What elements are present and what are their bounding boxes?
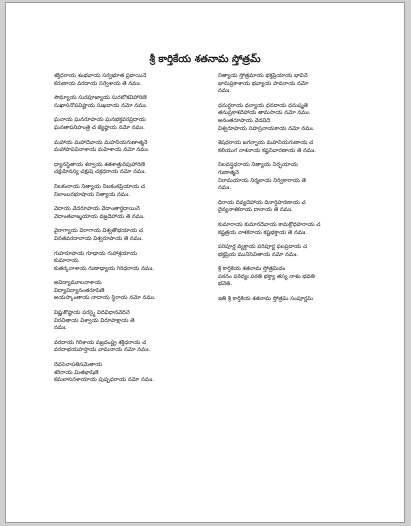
page-title: శ్రీ కార్తికేయ శతనామ స్తోత్రమ్	[149, 54, 261, 65]
verse-line: శరీరాయ మితభాషిణే	[54, 369, 99, 376]
verse-line: విరచితాయ విశ్వాయ విరూపాక్షాయ తే	[54, 317, 135, 324]
verse-line: ధ్యానస్థితాయ శర్వాయ శతశాత్రురిపుహారిణే	[54, 161, 145, 168]
verse-stanza	[54, 117, 204, 132]
verse-line: అవిద్యామూలనాశాయ	[54, 280, 102, 287]
verse-line: నీలాంబరభూషాయ నిత్యాయ నమః.	[54, 191, 131, 198]
verse-line: కమలాసనశాయాయ పుష్పధరాయ నమో నమః.	[54, 377, 155, 384]
verse-line: కలియుగ నాశనాయ కష్టనివారణాయ తే నమః.	[218, 147, 317, 154]
verse-stanza	[54, 73, 204, 88]
verse-line: భవేత్.	[218, 281, 233, 288]
verse-line: ఘనాయ ఘనరూపాయ ఘనభక్తవరప్రదాయ	[54, 117, 146, 124]
verse-stanza	[218, 296, 358, 304]
verse-line: వైరాగ్యాయ విరాగాయ విశ్వతోభయాయ చ	[54, 228, 144, 235]
verse-line: వేదాంతవాఙ్మయాయ వజ్రదేహాయ తే నమః.	[54, 213, 145, 220]
verse-stanza	[54, 162, 204, 177]
verse-line: నీలకంఠాయ నిత్యాయ నీలకంఠప్రియాయ చ	[54, 183, 146, 190]
verse-stanza	[218, 103, 358, 133]
verse-stanza	[54, 340, 204, 355]
verse-line: నమః.	[218, 88, 232, 95]
verse-line: గుణాత్మనే	[218, 169, 239, 176]
verse-line: దేవసేనాపతిసమేతాయ	[54, 362, 103, 369]
left-column	[54, 73, 204, 392]
verse-line: సౌమ్యాయ సురపూజ్యాయ సురలోకవిహారిణే	[54, 95, 147, 102]
verse-line: చక్షుహీనస్య చక్షుషే చక్రధరాయ నమో నమః.	[54, 169, 147, 176]
verse-line: కుమారాయ కుమారదేవాయ కామక్రోధహరాయ చ	[218, 221, 321, 228]
verse-line: శేషధరాయ జగన్నాయ మహనీయగుణాయ చ	[218, 140, 314, 147]
verse-line: పరిపూర్ణ వ్యక్తాయ పరిపూర్ణ ఫలప్రదాయ చ	[218, 244, 308, 251]
verse-line: వినతవరదానాయ విశ్వరూపాయ తే నమః.	[54, 235, 143, 242]
verse-line: శక్తిధరాయ శంభవాయ సర్వభూత ప్రదాయినే	[54, 73, 147, 79]
verse-stanza	[54, 95, 204, 110]
verse-line: కుమారాయ	[54, 258, 79, 265]
verse-line: ఘనతాపనిహంత్రే చ జ్యేష్ఠాయ నమో నమః.	[54, 124, 145, 131]
verse-line: పఠనం పఠేద్యః పఠతి భక్త్యా తస్య నాశం భవతి	[218, 273, 315, 280]
verse-line: విద్యావిద్యానంతరూపిణే	[54, 287, 105, 294]
verse-stanza	[54, 280, 204, 303]
verse-line: విష్ణుకోష్ఠాయ పరస్మై విదివిధానవేదినే	[54, 310, 130, 317]
verse-line: గుహరూపాయ గూఢాయ గుహాశ్రయాయ	[54, 250, 138, 257]
verse-stanza	[54, 251, 204, 274]
verse-line: నిరామయాయ నిర్మలాయ నిర్వికారాయ తే	[218, 177, 306, 184]
verse-line: ధనుర్ధరాయ ధన్యాయ ధనదాయ ధనుష్మతే	[218, 102, 308, 109]
verse-line: నమః.	[218, 185, 232, 192]
verse-stanza	[54, 362, 204, 385]
verse-stanza	[54, 184, 204, 199]
verse-stanza	[54, 228, 204, 243]
verse-line: మహాపాపవినాశాయ మహేశాయ నమో నమః.	[54, 147, 150, 154]
verse-line: శ్రీ కార్తికేయ శతనామ స్తోత్రమిదం	[218, 266, 286, 273]
verse-line: తనుప్రకాశదేహాయ తామసాయ నమో నమః.	[218, 110, 311, 117]
verse-stanza	[218, 162, 358, 192]
verse-line: భక్తప్రియ మునిసేవితాయ నమో నమః.	[218, 251, 299, 258]
verse-line: ధీరాయ దివ్యదేహాయ దీనార్తిహరణాయ చ	[218, 199, 306, 206]
verse-line: అయస్కాంతాయ నాదాయ స్థిరాయ నమో నమః.	[54, 295, 156, 302]
verse-line: విశ్వరూపాయ సహస్రనాయకాయ నమో నమః.	[218, 125, 315, 132]
verse-stanza	[218, 266, 358, 289]
verse-stanza	[218, 73, 358, 96]
verse-line: వేదాయ వేదరూపాయ వేదాంతార్థదాయినే	[54, 206, 140, 213]
verse-stanza	[54, 140, 204, 155]
verse-line: కుతర్కనాశాయ గుణాఢ్యాయ గిరిధరాయ నమః.	[54, 265, 155, 272]
verse-line: మహాయ మహాదేవాయ మహనీయగుణాత్మనే	[54, 139, 148, 146]
verse-line: దైన్యనాశకరాయ దానాయ తే నమః.	[218, 207, 293, 214]
document-page	[5, 2, 405, 523]
verse-line: సుఖాసనోపవిష్టాయ సుఖదాయ నమో నమః.	[54, 102, 148, 109]
verse-stanza	[218, 140, 358, 155]
verse-line: కష్టత్రయ నాశకరాయ కష్టభక్తాయ తే నమః.	[218, 229, 308, 236]
right-column	[218, 73, 358, 311]
verse-stanza	[218, 200, 358, 215]
verse-line: నమః.	[54, 325, 68, 332]
verse-stanza	[218, 222, 358, 237]
verse-line: వరదాయ గిరీశాయ వజ్రదంష్ట్ర శక్తిధరాయ చ	[54, 339, 147, 346]
verse-line: కరుణాయ వరదాయ సర్వేశాయ తే నమః.	[54, 80, 142, 87]
verse-stanza	[54, 206, 204, 221]
verse-line: అనంతరూపాయ వేదవిదే	[218, 117, 271, 124]
verse-line: ఇతి శ్రీ కార్తికేయ శతనామ స్తోత్రమ్ సంపూర్ణమ్	[218, 296, 314, 303]
verse-line: భానుప్రకాశాయ భవ్యాయ పావనాయ నమో	[218, 80, 309, 87]
verse-line: నీలవస్త్రధరాయ నిత్యాయ నిర్భయాయ	[218, 162, 298, 169]
verse-stanza	[218, 244, 358, 259]
verse-stanza	[54, 310, 204, 333]
verse-line: నిత్యాయ స్తోత్రమాయ భక్తప్రియాయ భావినే	[218, 73, 308, 79]
verse-line: వరదాభయహస్తాయ వామనాయ నమో నమః.	[54, 347, 151, 354]
